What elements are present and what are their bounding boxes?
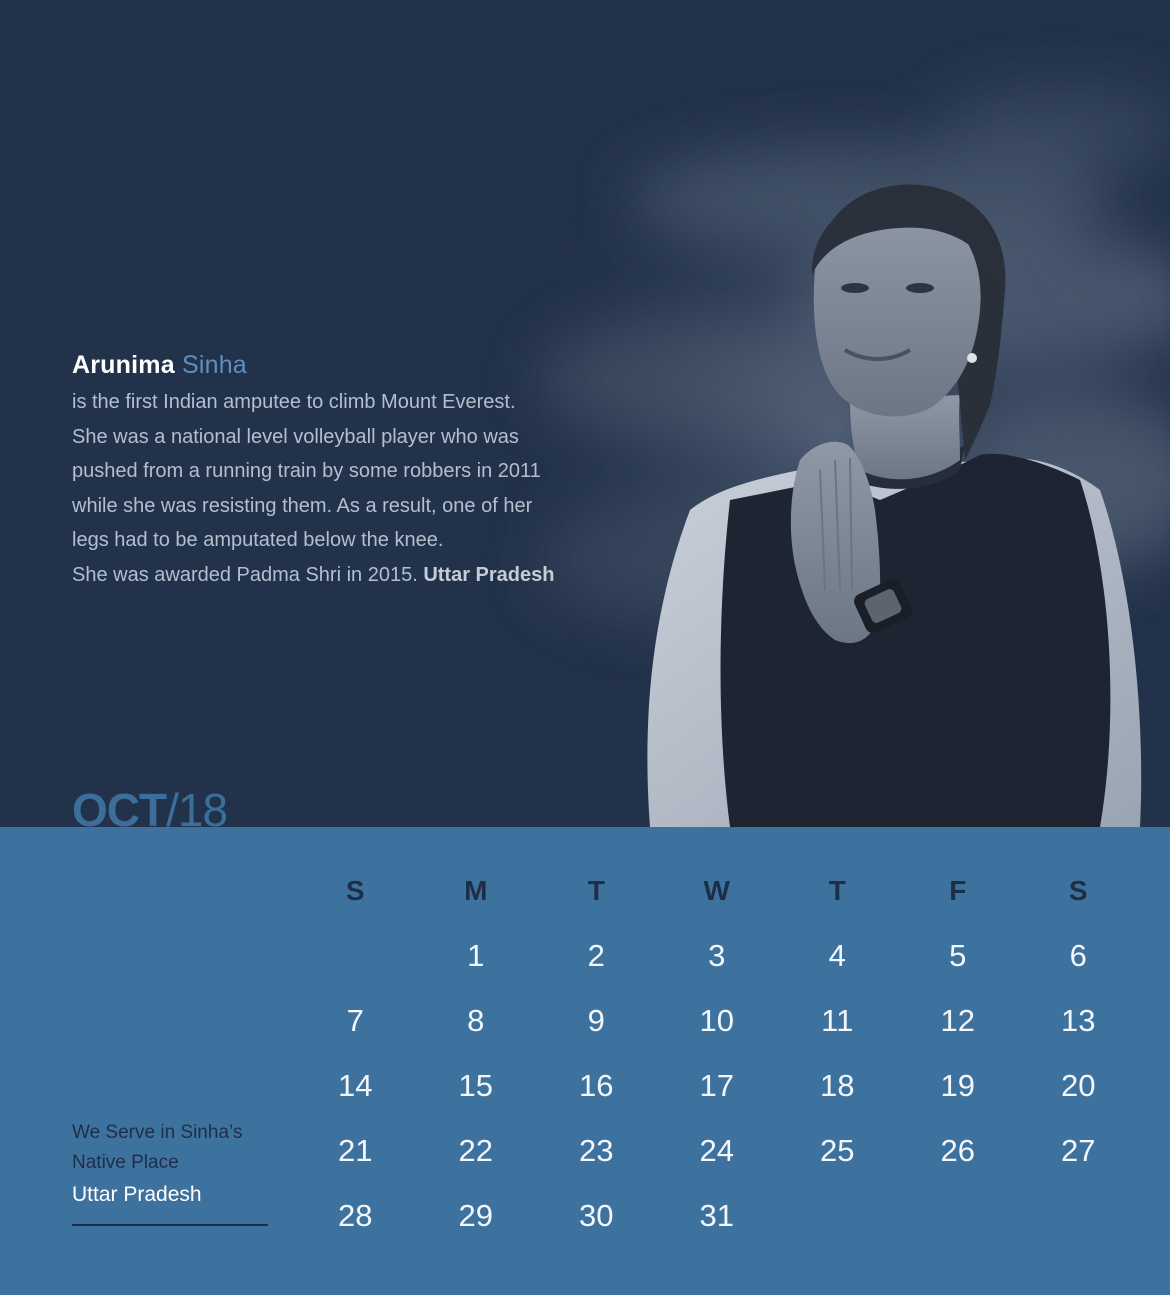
biography (72, 347, 612, 592)
day-cell: 4 (828, 938, 846, 973)
day-cell: 16 (579, 1068, 614, 1103)
day-cell: 17 (699, 1068, 734, 1103)
day-cell (777, 1195, 898, 1260)
day-cell: 10 (699, 1003, 734, 1038)
underline-divider (72, 1224, 268, 1226)
weekday-monday: M (464, 875, 488, 906)
day-cell: 12 (940, 1003, 975, 1038)
month-name: OCT (72, 784, 167, 827)
week-row (295, 935, 1139, 1000)
serve-text: We Serve in Sinha’s Native Place (72, 1122, 243, 1173)
day-cell: 29 (458, 1198, 493, 1233)
month-heading (72, 784, 227, 827)
day-cell: 26 (940, 1133, 975, 1168)
day-cell (898, 1195, 1019, 1260)
weekday-saturday: S (1068, 875, 1088, 906)
week-row (295, 1195, 1139, 1260)
weekday-friday: F (949, 875, 967, 906)
day-cell: 13 (1061, 1003, 1096, 1038)
bio-state: Uttar Pradesh (423, 563, 555, 586)
day-cell (1018, 1195, 1139, 1260)
week-row (295, 1065, 1139, 1130)
weekday-header (295, 871, 1139, 911)
last-name: Sinha (181, 351, 247, 379)
weekday-thursday: T (828, 875, 846, 906)
weekday-sunday: S (345, 875, 365, 906)
month-year: /18 (166, 784, 228, 827)
day-cell: 30 (579, 1198, 614, 1233)
bio-paragraph (72, 385, 612, 592)
person-name (72, 347, 612, 383)
day-cell: 15 (458, 1068, 493, 1103)
day-cell: 23 (579, 1133, 614, 1168)
day-cell: 20 (1061, 1068, 1096, 1103)
day-cell: 7 (346, 1003, 364, 1038)
bio-text: is the first Indian amputee to climb Mount Everest. She was a national level volleyball player who was pushed from a running train by some robbers in 2011 while she was resisting them. As a result, one of her legs had to be amputated below the knee. She was awarded Padma Shri in 2015. (72, 391, 541, 586)
day-cell: 22 (458, 1133, 493, 1168)
weekday-tuesday: T (587, 875, 605, 906)
day-cell: 9 (587, 1003, 605, 1038)
native-place-note (72, 1118, 242, 1210)
day-cell: 21 (338, 1133, 373, 1168)
day-cell: 25 (820, 1133, 855, 1168)
day-cell: 2 (587, 938, 605, 973)
week-row (295, 1130, 1139, 1195)
week-row (295, 1000, 1139, 1065)
day-cell: 8 (467, 1003, 485, 1038)
portrait-photo (620, 170, 1160, 827)
day-cell: 6 (1069, 938, 1087, 973)
serve-place: Uttar Pradesh (72, 1183, 202, 1206)
day-cell: 19 (940, 1068, 975, 1103)
day-cell: 14 (338, 1068, 373, 1103)
day-cell (295, 935, 416, 1000)
day-cell: 27 (1061, 1133, 1096, 1168)
first-name: Arunima (72, 351, 175, 379)
calendar-weeks (295, 935, 1139, 1260)
day-cell: 18 (820, 1068, 855, 1103)
weekday-wednesday: W (703, 875, 730, 906)
day-cell: 11 (821, 1003, 854, 1038)
day-cell: 24 (699, 1133, 734, 1168)
day-cell: 5 (949, 938, 967, 973)
day-cell: 3 (708, 938, 726, 973)
day-cell: 1 (467, 938, 485, 973)
day-cell: 28 (338, 1198, 373, 1233)
day-cell: 31 (699, 1198, 734, 1233)
